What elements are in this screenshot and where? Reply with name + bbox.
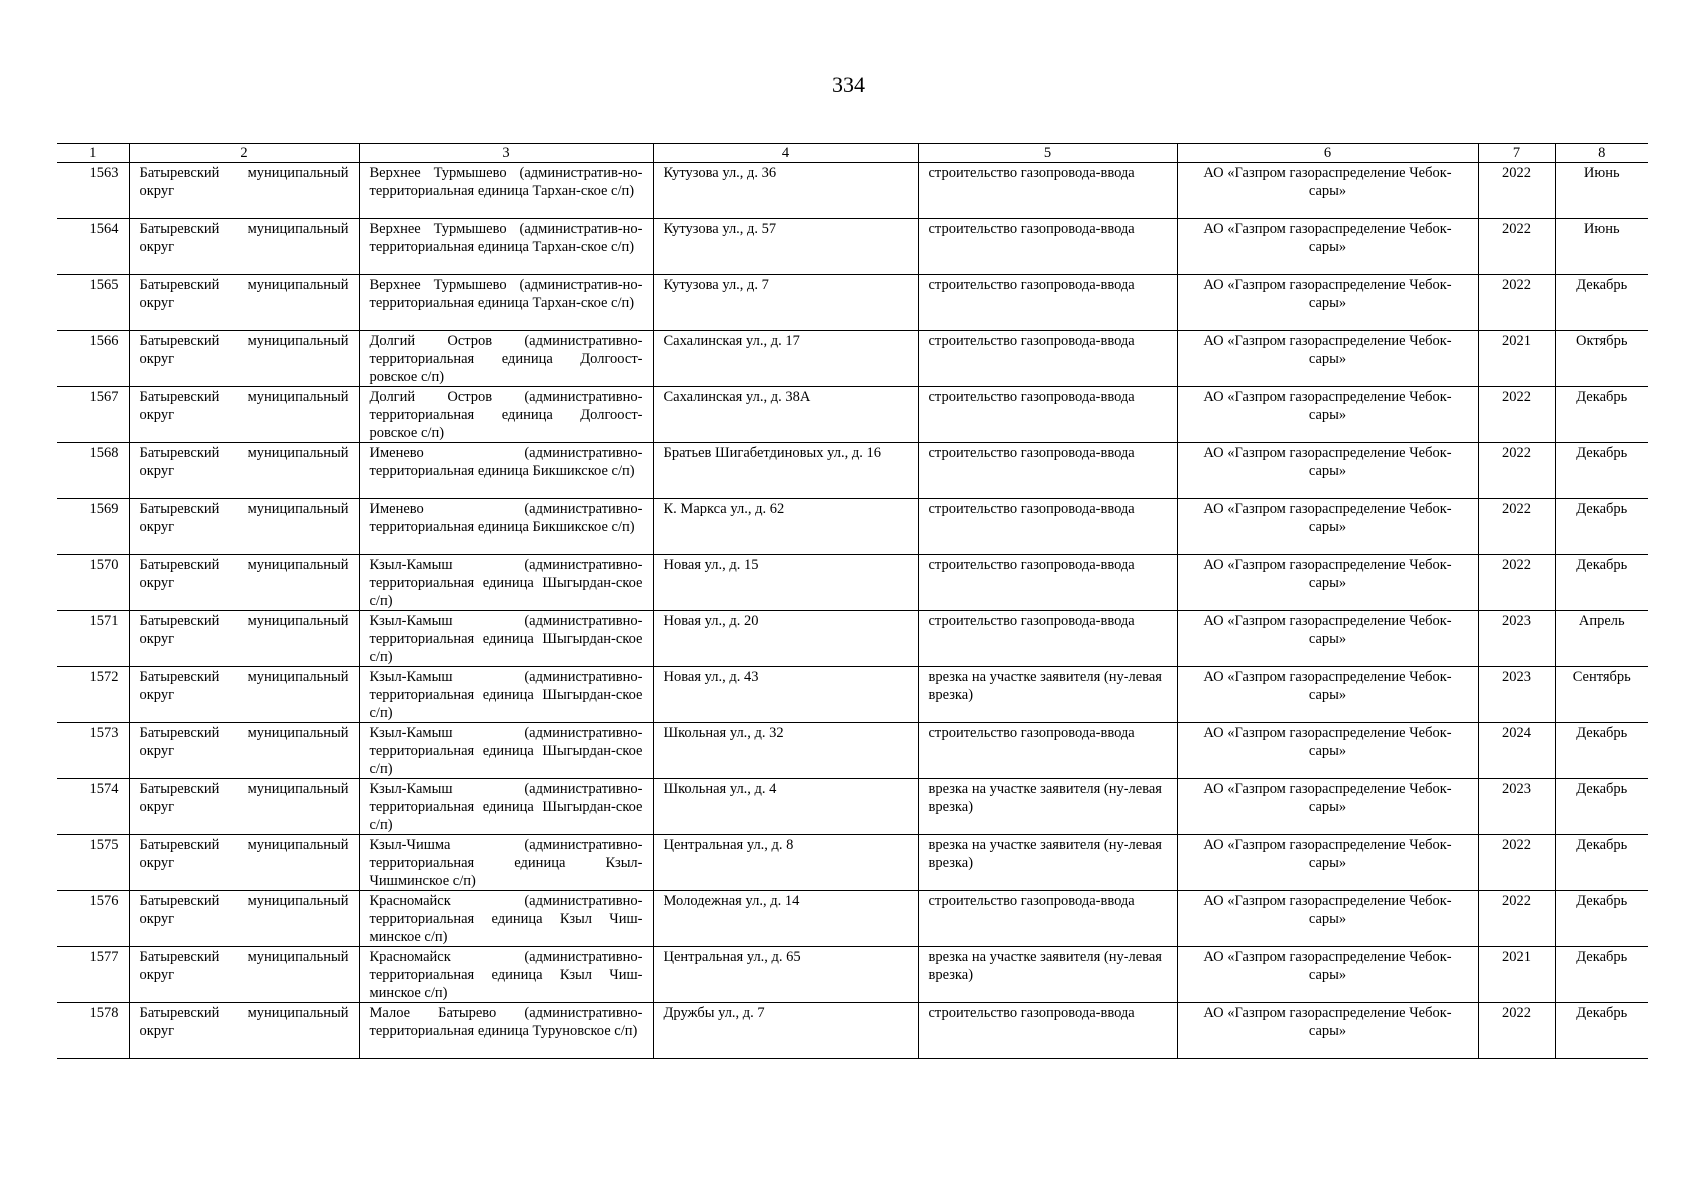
cell-year: 2022 — [1478, 387, 1555, 443]
cell-settlement: Верхнее Турмышево (административ-но-территориальная единица Тархан-ское с/п) — [359, 219, 653, 275]
cell-address: Кутузова ул., д. 7 — [653, 275, 918, 331]
cell-year: 2021 — [1478, 947, 1555, 1003]
cell-year: 2022 — [1478, 1003, 1555, 1059]
cell-settlement: Именево (административно-территориальная единица Бикшикское с/п) — [359, 443, 653, 499]
table-row — [57, 611, 1648, 667]
cell-municipal-district: Батыревский муниципальный округ — [129, 723, 359, 779]
cell-organization: АО «Газпром газораспределение Чебок-сары» — [1177, 163, 1478, 219]
cell-settlement: Именево (административно-территориальная единица Бикшикское с/п) — [359, 499, 653, 555]
cell-month: Декабрь — [1555, 723, 1648, 779]
cell-year: 2021 — [1478, 331, 1555, 387]
cell-row-number: 1573 — [57, 723, 129, 779]
table-row — [57, 1003, 1648, 1059]
cell-address: Молодежная ул., д. 14 — [653, 891, 918, 947]
cell-settlement: Кзыл-Чишма (административно-территориальная единица Кзыл-Чишминское с/п) — [359, 835, 653, 891]
cell-row-number: 1572 — [57, 667, 129, 723]
cell-work-type: врезка на участке заявителя (ну-левая врезка) — [918, 667, 1177, 723]
cell-row-number: 1565 — [57, 275, 129, 331]
cell-address: Центральная ул., д. 8 — [653, 835, 918, 891]
cell-month: Июнь — [1555, 163, 1648, 219]
cell-municipal-district: Батыревский муниципальный округ — [129, 947, 359, 1003]
cell-settlement: Кзыл-Камыш (административно-территориальная единица Шыгырдан-ское с/п) — [359, 667, 653, 723]
cell-row-number: 1567 — [57, 387, 129, 443]
cell-row-number: 1571 — [57, 611, 129, 667]
cell-month: Декабрь — [1555, 891, 1648, 947]
cell-organization: АО «Газпром газораспределение Чебок-сары» — [1177, 443, 1478, 499]
cell-year: 2022 — [1478, 219, 1555, 275]
header-row — [57, 144, 1648, 163]
registry-table — [57, 143, 1648, 1059]
cell-month: Декабрь — [1555, 275, 1648, 331]
cell-municipal-district: Батыревский муниципальный округ — [129, 387, 359, 443]
cell-organization: АО «Газпром газораспределение Чебок-сары» — [1177, 219, 1478, 275]
table-row — [57, 499, 1648, 555]
cell-organization: АО «Газпром газораспределение Чебок-сары» — [1177, 1003, 1478, 1059]
cell-month: Декабрь — [1555, 779, 1648, 835]
cell-address: Школьная ул., д. 4 — [653, 779, 918, 835]
cell-settlement: Верхнее Турмышево (административ-но-территориальная единица Тархан-ское с/п) — [359, 163, 653, 219]
cell-row-number: 1569 — [57, 499, 129, 555]
cell-year: 2022 — [1478, 443, 1555, 499]
cell-work-type: строительство газопровода-ввода — [918, 611, 1177, 667]
cell-row-number: 1563 — [57, 163, 129, 219]
cell-settlement: Красномайск (административно-территориальная единица Кзыл Чиш-минское с/п) — [359, 947, 653, 1003]
cell-municipal-district: Батыревский муниципальный округ — [129, 779, 359, 835]
cell-work-type: строительство газопровода-ввода — [918, 163, 1177, 219]
page-number: 334 — [832, 72, 865, 97]
cell-address: Центральная ул., д. 65 — [653, 947, 918, 1003]
cell-work-type: строительство газопровода-ввода — [918, 1003, 1177, 1059]
cell-municipal-district: Батыревский муниципальный округ — [129, 219, 359, 275]
cell-address: Новая ул., д. 20 — [653, 611, 918, 667]
cell-organization: АО «Газпром газораспределение Чебок-сары» — [1177, 667, 1478, 723]
cell-work-type: строительство газопровода-ввода — [918, 387, 1177, 443]
cell-organization: АО «Газпром газораспределение Чебок-сары» — [1177, 275, 1478, 331]
cell-organization: АО «Газпром газораспределение Чебок-сары» — [1177, 611, 1478, 667]
cell-work-type: врезка на участке заявителя (ну-левая врезка) — [918, 947, 1177, 1003]
cell-year: 2023 — [1478, 667, 1555, 723]
column-header: 4 — [653, 144, 918, 163]
cell-work-type: врезка на участке заявителя (ну-левая врезка) — [918, 835, 1177, 891]
cell-month: Сентябрь — [1555, 667, 1648, 723]
column-header: 7 — [1478, 144, 1555, 163]
cell-row-number: 1577 — [57, 947, 129, 1003]
column-header: 1 — [57, 144, 129, 163]
cell-organization: АО «Газпром газораспределение Чебок-сары» — [1177, 555, 1478, 611]
cell-settlement: Кзыл-Камыш (административно-территориальная единица Шыгырдан-ское с/п) — [359, 723, 653, 779]
cell-row-number: 1578 — [57, 1003, 129, 1059]
column-header: 5 — [918, 144, 1177, 163]
table-row — [57, 555, 1648, 611]
cell-work-type: строительство газопровода-ввода — [918, 331, 1177, 387]
cell-municipal-district: Батыревский муниципальный округ — [129, 611, 359, 667]
cell-month: Декабрь — [1555, 443, 1648, 499]
cell-settlement: Красномайск (административно-территориальная единица Кзыл Чиш-минское с/п) — [359, 891, 653, 947]
cell-municipal-district: Батыревский муниципальный округ — [129, 835, 359, 891]
cell-settlement: Малое Батырево (административно-территориальная единица Туруновское с/п) — [359, 1003, 653, 1059]
cell-work-type: строительство газопровода-ввода — [918, 555, 1177, 611]
table-row — [57, 667, 1648, 723]
cell-month: Декабрь — [1555, 835, 1648, 891]
cell-row-number: 1576 — [57, 891, 129, 947]
cell-municipal-district: Батыревский муниципальный округ — [129, 667, 359, 723]
cell-month: Декабрь — [1555, 1003, 1648, 1059]
cell-address: Новая ул., д. 43 — [653, 667, 918, 723]
cell-address: Кутузова ул., д. 36 — [653, 163, 918, 219]
cell-month: Декабрь — [1555, 947, 1648, 1003]
cell-organization: АО «Газпром газораспределение Чебок-сары» — [1177, 331, 1478, 387]
table-row — [57, 331, 1648, 387]
cell-organization: АО «Газпром газораспределение Чебок-сары» — [1177, 835, 1478, 891]
column-header: 6 — [1177, 144, 1478, 163]
column-header: 8 — [1555, 144, 1648, 163]
cell-year: 2022 — [1478, 835, 1555, 891]
cell-settlement: Верхнее Турмышево (административ-но-территориальная единица Тархан-ское с/п) — [359, 275, 653, 331]
table-row — [57, 779, 1648, 835]
cell-year: 2023 — [1478, 611, 1555, 667]
cell-address: Сахалинская ул., д. 38А — [653, 387, 918, 443]
cell-year: 2022 — [1478, 163, 1555, 219]
cell-month: Декабрь — [1555, 499, 1648, 555]
table-header — [57, 144, 1648, 163]
cell-organization: АО «Газпром газораспределение Чебок-сары» — [1177, 723, 1478, 779]
table-row — [57, 275, 1648, 331]
cell-municipal-district: Батыревский муниципальный округ — [129, 1003, 359, 1059]
cell-work-type: строительство газопровода-ввода — [918, 499, 1177, 555]
table-body — [57, 163, 1648, 1059]
cell-row-number: 1568 — [57, 443, 129, 499]
cell-address: Школьная ул., д. 32 — [653, 723, 918, 779]
cell-year: 2022 — [1478, 499, 1555, 555]
cell-settlement: Кзыл-Камыш (административно-территориальная единица Шыгырдан-ское с/п) — [359, 779, 653, 835]
cell-settlement: Долгий Остров (административно-территориальная единица Долгоост-ровское с/п) — [359, 387, 653, 443]
cell-organization: АО «Газпром газораспределение Чебок-сары» — [1177, 891, 1478, 947]
table-row — [57, 387, 1648, 443]
column-header: 2 — [129, 144, 359, 163]
cell-work-type: строительство газопровода-ввода — [918, 443, 1177, 499]
cell-year: 2024 — [1478, 723, 1555, 779]
cell-organization: АО «Газпром газораспределение Чебок-сары» — [1177, 387, 1478, 443]
cell-municipal-district: Батыревский муниципальный округ — [129, 443, 359, 499]
cell-year: 2023 — [1478, 779, 1555, 835]
cell-settlement: Кзыл-Камыш (административно-территориальная единица Шыгырдан-ское с/п) — [359, 555, 653, 611]
cell-work-type: строительство газопровода-ввода — [918, 723, 1177, 779]
cell-work-type: строительство газопровода-ввода — [918, 219, 1177, 275]
column-header: 3 — [359, 144, 653, 163]
table-row — [57, 835, 1648, 891]
cell-organization: АО «Газпром газораспределение Чебок-сары» — [1177, 499, 1478, 555]
table-row — [57, 219, 1648, 275]
cell-work-type: строительство газопровода-ввода — [918, 891, 1177, 947]
cell-address: Сахалинская ул., д. 17 — [653, 331, 918, 387]
table-row — [57, 163, 1648, 219]
table-row — [57, 947, 1648, 1003]
cell-address: Кутузова ул., д. 57 — [653, 219, 918, 275]
cell-month: Апрель — [1555, 611, 1648, 667]
cell-municipal-district: Батыревский муниципальный округ — [129, 499, 359, 555]
cell-year: 2022 — [1478, 555, 1555, 611]
table-row — [57, 891, 1648, 947]
cell-year: 2022 — [1478, 275, 1555, 331]
cell-address: К. Маркса ул., д. 62 — [653, 499, 918, 555]
cell-row-number: 1570 — [57, 555, 129, 611]
cell-settlement: Кзыл-Камыш (административно-территориальная единица Шыгырдан-ское с/п) — [359, 611, 653, 667]
cell-address: Дружбы ул., д. 7 — [653, 1003, 918, 1059]
cell-row-number: 1564 — [57, 219, 129, 275]
cell-municipal-district: Батыревский муниципальный округ — [129, 555, 359, 611]
cell-row-number: 1574 — [57, 779, 129, 835]
cell-address: Новая ул., д. 15 — [653, 555, 918, 611]
cell-month: Октябрь — [1555, 331, 1648, 387]
table-row — [57, 723, 1648, 779]
cell-work-type: строительство газопровода-ввода — [918, 275, 1177, 331]
cell-settlement: Долгий Остров (административно-территориальная единица Долгоост-ровское с/п) — [359, 331, 653, 387]
cell-year: 2022 — [1478, 891, 1555, 947]
cell-month: Июнь — [1555, 219, 1648, 275]
cell-municipal-district: Батыревский муниципальный округ — [129, 163, 359, 219]
table-row — [57, 443, 1648, 499]
cell-municipal-district: Батыревский муниципальный округ — [129, 275, 359, 331]
cell-row-number: 1575 — [57, 835, 129, 891]
cell-month: Декабрь — [1555, 387, 1648, 443]
cell-organization: АО «Газпром газораспределение Чебок-сары» — [1177, 779, 1478, 835]
cell-municipal-district: Батыревский муниципальный округ — [129, 891, 359, 947]
cell-municipal-district: Батыревский муниципальный округ — [129, 331, 359, 387]
cell-row-number: 1566 — [57, 331, 129, 387]
cell-address: Братьев Шигабетдиновых ул., д. 16 — [653, 443, 918, 499]
cell-work-type: врезка на участке заявителя (ну-левая врезка) — [918, 779, 1177, 835]
cell-month: Декабрь — [1555, 555, 1648, 611]
cell-organization: АО «Газпром газораспределение Чебок-сары» — [1177, 947, 1478, 1003]
